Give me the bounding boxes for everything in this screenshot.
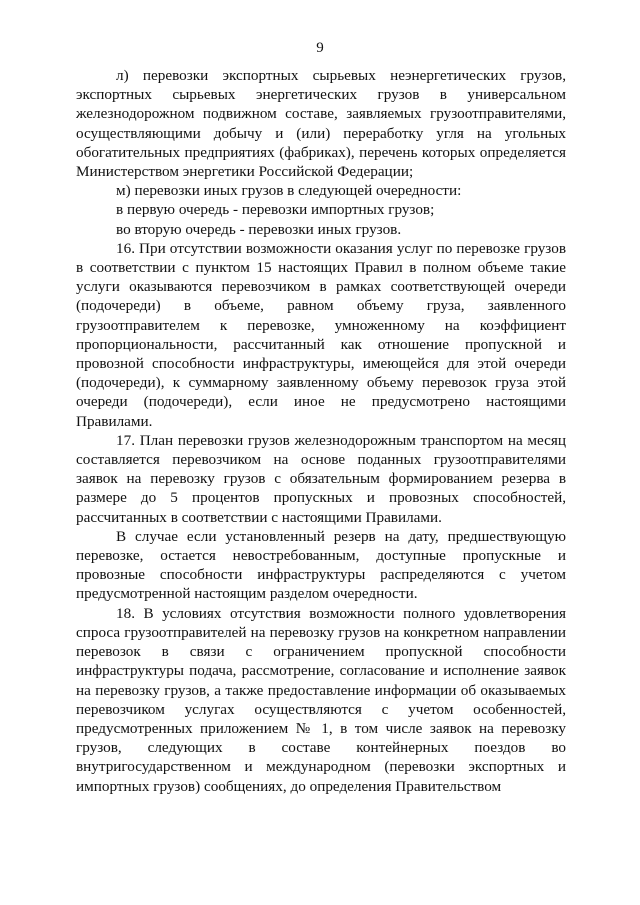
paragraph-first-priority: в первую очередь - перевозки импортных грузов;: [116, 201, 435, 219]
paragraph-l: л) перевозки экспортных сырьевых неэнергетических грузов, экспортных сырьевых энергетических грузов в универсальном железнодорожном подвижном составе, заявляемых грузоотправителями, осуществляющими добычу и (или) переработку угля на угольных обогатительных предприятиях (фабриках), перечень которых определяется Министерством энергетики Российской Федерации;: [76, 67, 566, 181]
paragraph-18: 18. В условиях отсутствия возможности полного удовлетворения спроса грузоотправителей на перевозку грузов на конкретном направлении перевозок в связи с ограничением пропускной способности инфраструктуры подача, рассмотрение, согласование и исполнение заявок на перевозку грузов, а также предоставление информации об оказываемых перевозчиком услугах осуществляются с учетом особенностей, предусмотренных приложением № 1, в том числе заявок на перевозку грузов, следующих в составе контейнерных поездов во внутригосударственном и международном (перевозки экспортных и импортных грузов) сообщениях, до определения Правительством: [76, 604, 566, 795]
page-number: 9: [316, 40, 324, 56]
paragraph-16: 16. При отсутствии возможности оказания услуг по перевозке грузов в соответствии с пунктом 15 настоящих Правил в полном объеме такие услуги оказываются перевозчиком в рамках соответствующей очереди (подочереди) в объеме, равном объему груза, заявленного грузоотправителем к перевозке, умноженному на коэффициент пропорциональности, рассчитанный как отношение пропускной и провозной способности инфраструктуры, имеющейся для этой очереди (подочереди), к суммарному заявленному объему перевозок груза этой очереди (подочереди), если иное не предусмотрено настоящими Правилами.: [76, 239, 566, 430]
paragraph-m: м) перевозки иных грузов в следующей очередности:: [116, 182, 462, 200]
document-body: [76, 66, 566, 796]
paragraph-17: 17. План перевозки грузов железнодорожным транспортом на месяц составляется перевозчиком на основе поданных грузоотправителями заявок на перевозку грузов с обязательным формированием резерва в размере до 5 процентов пропускных и провозных способностей, рассчитанных в соответствии с настоящими Правилами.: [76, 431, 566, 526]
paragraph-second-priority: во вторую очередь - перевозки иных грузов.: [116, 220, 402, 238]
paragraph-reserve: В случае если установленный резерв на дату, предшествующую перевозке, остается невостребованным, доступные пропускные и провозные способности инфраструктуры распределяются с учетом предусмотренной настоящим разделом очередности.: [76, 527, 566, 603]
